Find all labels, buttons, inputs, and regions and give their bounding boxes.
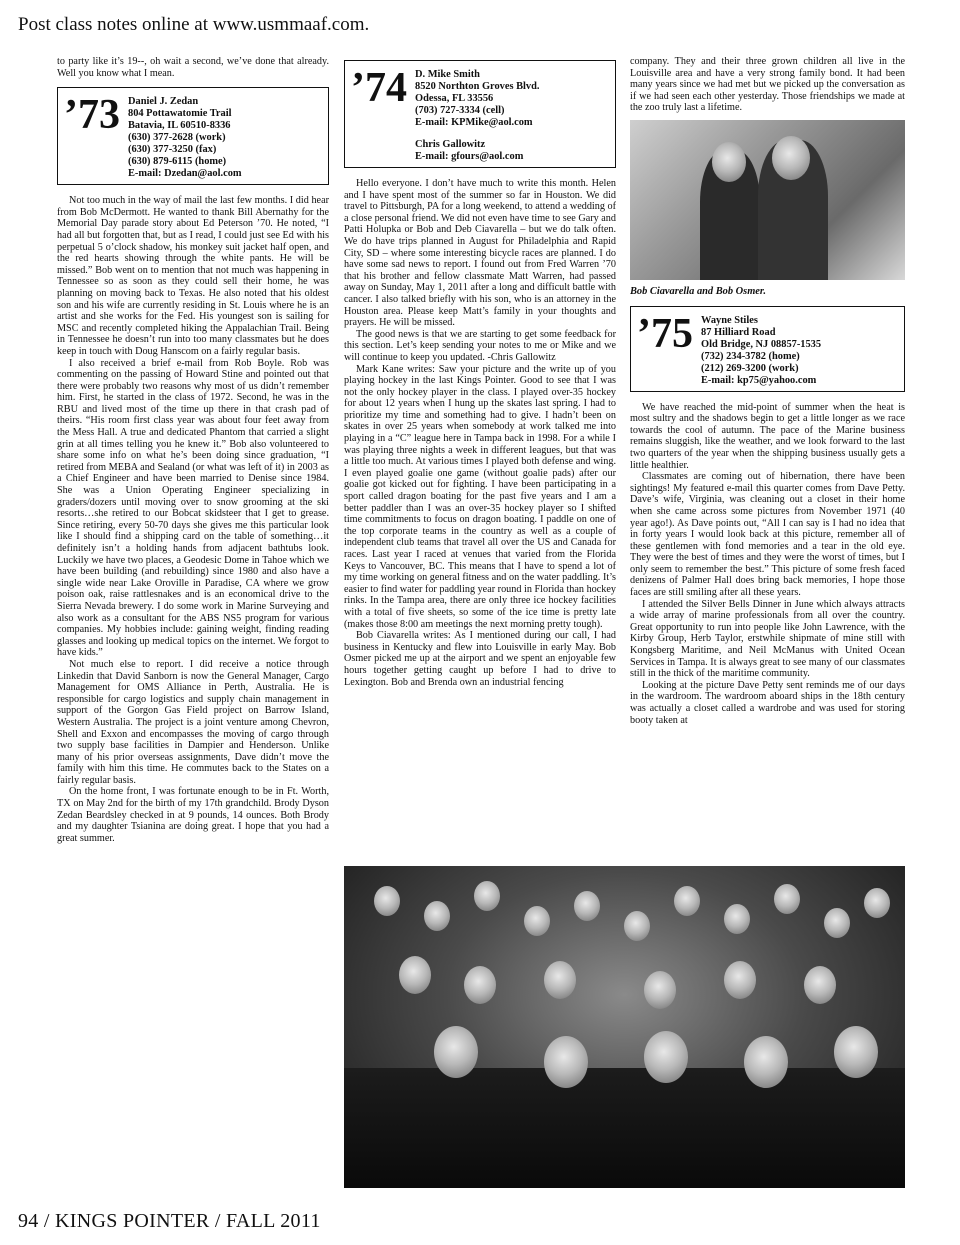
contact-line: Odessa, FL 33556 bbox=[415, 93, 494, 104]
contact-line: Batavia, IL 60510-8336 bbox=[128, 120, 231, 132]
group-photo-palmer-hall bbox=[344, 866, 905, 1188]
class-73-contact-box bbox=[57, 87, 329, 185]
col3-paragraph: Looking at the picture Dave Petty sent reminds me of our days in the wardroom. The wardroom aboard ships in the 18th century was actually a closet called a wardrobe and was used for storing booty taken at bbox=[630, 679, 905, 726]
class-75-contact-box bbox=[630, 306, 905, 392]
contact-line: Chris Gallowitz bbox=[415, 139, 486, 150]
col2-paragraph: Mark Kane writes: Saw your picture and the write up of you playing hockey in the last Kings Pointer. Good to see that I was not the only hockey player in the class. I played over-35 hockey for about 12 years when I hung up the skates last spring. I had to prioritize my time and something had to give. I hadn’t been on skates in over 25 years when somebody at work talked me into playing in a “C” league here in Tampa back in 1998. For a while I was playing three nights a week in different leagues, but that was a little too much. At various times I played both defense and wing. I even played goalie one game (without goalie pads) after our goalie got kicked out for fighting. I have been participating in a sport called dragon boating for the past five years and I am a better paddler than I was an over-35 hockey player so I shifted time commitments to focus on dragon boating. I paddle on one of the top corporate teams in the country as well as a couple of independent club teams that travel all over the US and Canada for races. Last year I raced at venues that varied from the Florida Keys to Vancouver, BC. This means that I have to spend a lot of my time working on general fitness and on the water paddling. It’s easier to find water for paddling year round in Florida than hockey rinks. In the Tampa area, there are only three ice hockey facilities with a total of five sheets, so some of the ice time is pretty late (makes those 8:00 am meetings the next morning pretty tough). bbox=[344, 363, 616, 630]
col3-intro: company. They and their three grown children all live in the Louisville area and have a very strong family bond. It had been many years since we had met but we picked up the conversation as if we had seen each other yesterday. Those friendships we made at the zoo truly last a lifetime. bbox=[630, 56, 905, 114]
col3-paragraph: We have reached the mid-point of summer when the heat is most sultry and the shadows begin to get a little longer as we race towards the cool of autumn. The pace of the Marine business remains sluggish, like the weather, and we look forward to the last two quarters of the year when the shipping business usually gets a little healthier. bbox=[630, 401, 905, 471]
col3-paragraph: I attended the Silver Bells Dinner in June which always attracts a wide array of marine professionals from all over the country. Great opportunity to run into people like John Lawrence, with the Kirby Group, Herb Taylor, erstwhile shipmate of mine still with Kongsberg Maritime, and Neil McManus with United Ocean Services in Tampa. It is always great to see many of our classmates still in the thick of the maritime community. bbox=[630, 598, 905, 680]
contact-line: Old Bridge, NJ 08857-1535 bbox=[701, 338, 822, 350]
contact-email: E-mail: Dzedan@aol.com bbox=[128, 168, 242, 180]
contact-line: 804 Pottawatomie Trail bbox=[128, 108, 232, 120]
contact-email: E-mail: gfours@aol.com bbox=[415, 151, 524, 162]
col2-paragraph: Bob Ciavarella writes: As I mentioned during our call, I had business in Kentucky and flew into Louisville in early May. Bob Osmer picked me up at the airport and we spent an enjoyable few hours together getting caught up before I had to drive to Lexington. Bob and Brenda own an industrial fencing bbox=[344, 630, 616, 688]
col3-paragraph: Classmates are coming out of hibernation, there have been sightings! My featured e-mail this quarter comes from Dave Petty. Dave’s wife, Virginia, was cleaning out a closet in their home when she came across some pictures from November 1971 (40 year ago!). As Dave points out, “All I can say is I had no idea that in forty years I would look back at this picture, remember all of these gentlemen with fond memories and a tear in the old eye. They were the best of times and they were the worst of times, but I only seem to remember the best.” This picture of some fresh faced denizens of Palmer Hall does bring back memories, I hope those faces are still smiling after all these years. bbox=[630, 471, 905, 599]
col1-paragraph: On the home front, I was fortunate enough to be in Ft. Worth, TX on May 2nd for the birth of my 17th grandchild. Brody Dyson Zedan Beardsley checked in at 9 pounds, 14 ounces. Both Brody and my daughter Tsianina are doing great. I hope that you had a great summer. bbox=[57, 786, 329, 844]
col1-paragraph: I also received a brief e-mail from Rob Boyle. Rob was commenting on the passing of Howard Stine and pointed out that there were probably two reasons why most of us didn’t remember him. First, he started in the class of 1972. Second, he was in the RBU and lived most of the time up there in that crash pad of theirs. “His room first class year was about four feet away from the Mess Hall. A true and dedicated Phantom that carried a slight grin at all times telling you he knew it.” Bob also volunteered to share some info on what he’s been doing since graduation, “I retired from MEBA and Sealand (or what was left of it) in 2003 as a Chief Engineer and have been married to Denise since 1984. She was a Union Operating Engineer specializing in graders/dozers until moving over to snow grooming at the ski resorts…she retired to our Bobcat skidsteer that I get to grease. Since retiring, every 50-70 days she gives me this particular look like I should find a shipping card on the table of something…it definitely isn’t a holding hands from adjacent bathtubs look. Luckily we have two places, a Geodesic Dome in Tahoe which we have been building (and rebuilding) since 1980 and also have a single wide near Lake Oroville in Paradise, CA where we grow poison oak, raise rattlesnakes and is an economical drive to the Sierra Nevada brewery. I do some work in Marine Surveying and also work as a consultant for the ABS NS5 program for various companies. My hobbies include: gaining weight, finding reading glasses and looking up medical topics on the internet. We forgot to have kids.” bbox=[57, 357, 329, 659]
contact-line: 8520 Northton Groves Blvd. bbox=[415, 81, 540, 92]
col1-intro: to party like it’s 19--, oh wait a second, we’ve done that already. Well you know what I mean. bbox=[57, 56, 329, 79]
class-73-contact-info bbox=[128, 92, 242, 180]
column-3 bbox=[630, 56, 905, 866]
col2-paragraph: Hello everyone. I don’t have much to write this month. Helen and I have spent most of the summer so far in Houston. We did travel to Pittsburgh, PA for a long weekend, to attend a wedding of a close personal friend. We did not even have time to see Gary and Patti Holupka or Bob and Deb Ciavarella – but we do talk often. We do have trips planned in August for Philadelphia and Rapid City, SD – where some interesting bicycle races are planned. I do have some sad news to report. I found out from Fred Warren ’70 that his brother and fellow classmate Matt Warren, had passed away on Sunday, May 1, 2011 after a long and difficult battle with cancer. I also talked briefly with his son, who is an attorney in the Houston area. Please keep Matt’s family in your thoughts and prayers. He will be missed. bbox=[344, 178, 616, 329]
class-year-75: ’75 bbox=[637, 310, 693, 357]
page-header: Post class notes online at www.usmmaaf.com. bbox=[18, 14, 370, 35]
contact-line: (630) 879-6115 (home) bbox=[128, 156, 227, 168]
contact-line: (732) 234-3782 (home) bbox=[701, 350, 800, 362]
photo-caption: Bob Ciavarella and Bob Osmer. bbox=[630, 285, 766, 297]
class-75-contact-info bbox=[701, 311, 821, 387]
col1-paragraph: Not too much in the way of mail the last few months. I did hear from Bob McDermott. He wanted to thank Bill Abernathy for the Memorial Day parade story about Ed Peterson ’70. He noted, “I had all but forgotten that, but as I read, I could just see Ed with his perpetual 5 o’clock shadow, his monkey suit jacket half open, and the red hearts showing through the white pants. He will be missed.” Bob went on to mention that not much was happening in Tennessee so as soon as they could sell their home, he was planning on moving back to Texas. He also noted that his oldest son and his wife are currently residing in St. Louis where he is an artist and she works for the Fed. His youngest son is sailing for MSC and recently completed hiking the Appalachian Trail. Being in Tennessee he doesn’t run into too many classmates but he does keep in touch with Doug Hanscom on a fairly regular basis. bbox=[57, 195, 329, 357]
contact-line: (630) 377-3250 (fax) bbox=[128, 144, 217, 156]
contact-line: Wayne Stiles bbox=[701, 314, 758, 326]
contact-email: E-mail: kp75@yahoo.com bbox=[701, 374, 817, 386]
contact-line: (212) 269-3200 (work) bbox=[701, 362, 799, 374]
photo-two-men bbox=[630, 120, 905, 280]
contact-line: 87 Hilliard Road bbox=[701, 326, 776, 338]
col1-paragraph: Not much else to report. I did receive a notice through Linkedin that David Sanborn is now the General Manager, Cargo Management for OMS Alliance in Perth, Australia. He is responsible for cargo logistics and supply chain management in support of the Gorgon Gas Field project on Barrow Island, Western Australia. The project is a joint venture among Chevron, Shell and Exxon and encompasses the moving of cargo through two supply base facilities in Dampier and Henderson. Unlike many of his prior overseas assignments, Dave didn’t move the family with him this time. He commutes back to the States on a fairly regular basis. bbox=[57, 658, 329, 786]
contact-email: E-mail: KPMike@aol.com bbox=[415, 117, 533, 128]
contact-line: (630) 377-2628 (work) bbox=[128, 132, 226, 144]
class-year-73: ’73 bbox=[64, 92, 120, 139]
class-year-74: ’74 bbox=[351, 65, 407, 111]
class-74-contact-info bbox=[415, 65, 540, 163]
contact-line: (703) 727-3334 (cell) bbox=[415, 105, 505, 116]
page-footer: 94 / KINGS POINTER / FALL 2011 bbox=[18, 1210, 321, 1232]
contact-line: Daniel J. Zedan bbox=[128, 96, 199, 108]
contact-line: D. Mike Smith bbox=[415, 69, 480, 80]
column-1 bbox=[57, 56, 329, 1186]
class-74-contact-box bbox=[344, 60, 616, 168]
col2-paragraph: The good news is that we are starting to get some feedback for this section. Let’s keep sending your notes to me or Mike and we will continue to keep you updated. -Chris Gallowitz bbox=[344, 328, 616, 363]
column-2 bbox=[344, 56, 616, 856]
